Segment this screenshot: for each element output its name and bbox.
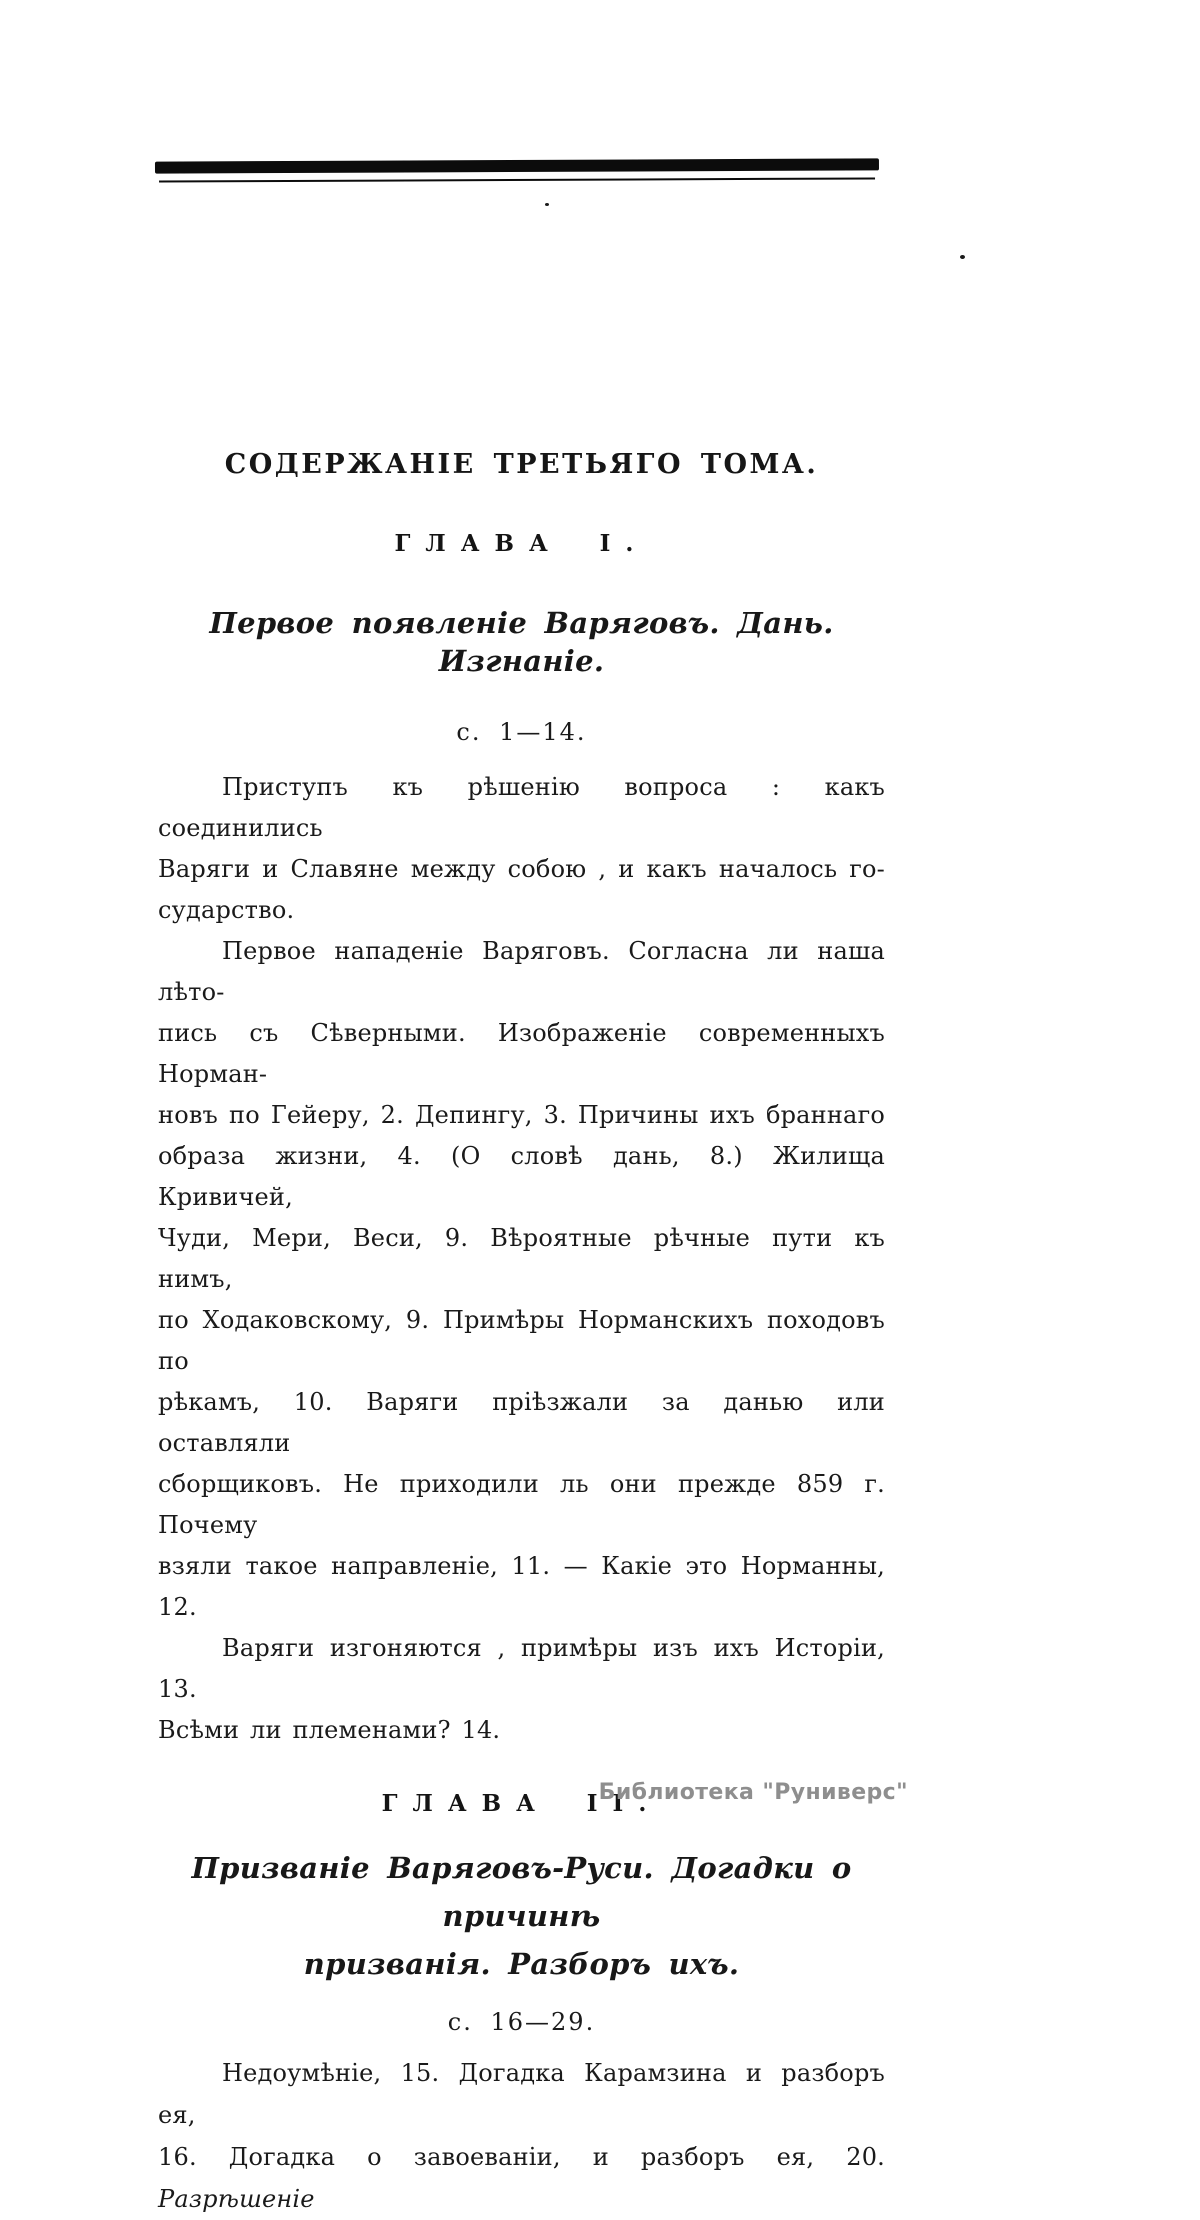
toc-line: сударство. <box>158 896 295 924</box>
toc-line: Чуди, Мери, Веси, 9. Вѣроятные рѣчные пути къ нимъ, <box>158 1224 885 1293</box>
toc-line-italic-word: Разрѣшеніе <box>158 2185 315 2213</box>
toc-line: Варяги и Славяне между собою , и какъ началось го- <box>158 855 885 883</box>
toc-line: сборщиковъ. Не приходили ль они прежде 859 г. Почему <box>158 1470 885 1539</box>
print-speck <box>960 255 965 259</box>
toc-line: Приступъ къ рѣшенію вопроса : какъ соединились <box>158 773 885 842</box>
toc-line: Первое нападеніе Варяговъ. Согласна ли наша лѣто- <box>158 937 885 1006</box>
toc-line: Варяги изгоняются , примѣры изъ ихъ Исторіи, 13. <box>158 1634 885 1703</box>
toc-line: пись съ Сѣверными. Изображеніе современныхъ Норман- <box>158 1019 885 1088</box>
toc-line <box>158 2136 885 2220</box>
chapter-2-subtitle <box>158 1844 885 1988</box>
chapter-2-page-range: с. 16—29. <box>447 2008 596 2036</box>
toc-line: Недоумѣніе, 15. Догадка Карамзина и разборъ ея, <box>158 2059 885 2129</box>
toc-line: Всѣми ли племенами? 14. <box>158 1716 501 1744</box>
page-title: СОДЕРЖАНІЕ ТРЕТЬЯГО ТОМА. <box>224 449 819 480</box>
rule-thick <box>155 158 879 173</box>
toc-line: взяли такое направленіе, 11. — Какіе это Норманны, 12. <box>158 1552 885 1621</box>
chapter-1-subtitle: Первое появленіе Варяговъ. Дань. Изгнаніе. <box>209 606 834 678</box>
rule-thin <box>159 177 875 182</box>
chapter-2-subtitle-line-2: призванія. Разборъ ихъ. <box>303 1947 740 1981</box>
chapter-1-page-range: с. 1—14. <box>456 718 587 746</box>
toc-line: образа жизни, 4. (О словѣ дань, 8.) Жилища Кривичей, <box>158 1142 885 1211</box>
top-double-rule <box>155 158 879 182</box>
print-speck <box>545 203 549 206</box>
toc-line: рѣкамъ, 10. Варяги пріѣзжали за данью или оставляли <box>158 1388 885 1457</box>
chapter-2-summary <box>158 2052 885 2220</box>
library-watermark: Библиотека "Руниверс" <box>598 1780 908 1805</box>
chapter-1-heading: ГЛАВА I. <box>394 530 649 557</box>
toc-line: по Ходаковскому, 9. Примѣры Норманскихъ походовъ по <box>158 1306 885 1375</box>
chapter-2-subtitle-line-1: Призваніе Варяговъ-Руси. Догадки о причинѣ <box>191 1851 852 1933</box>
chapter-1-summary <box>158 767 885 1751</box>
chapter-2-heading: ГЛАВА II. <box>381 1790 662 1817</box>
text-column <box>158 449 885 2220</box>
toc-line-text: 16. Догадка о завоеваніи, и разборъ ея, 20. <box>158 2143 885 2171</box>
toc-line: новъ по Гейеру, 2. Депингу, 3. Причины ихъ браннаго <box>158 1101 885 1129</box>
